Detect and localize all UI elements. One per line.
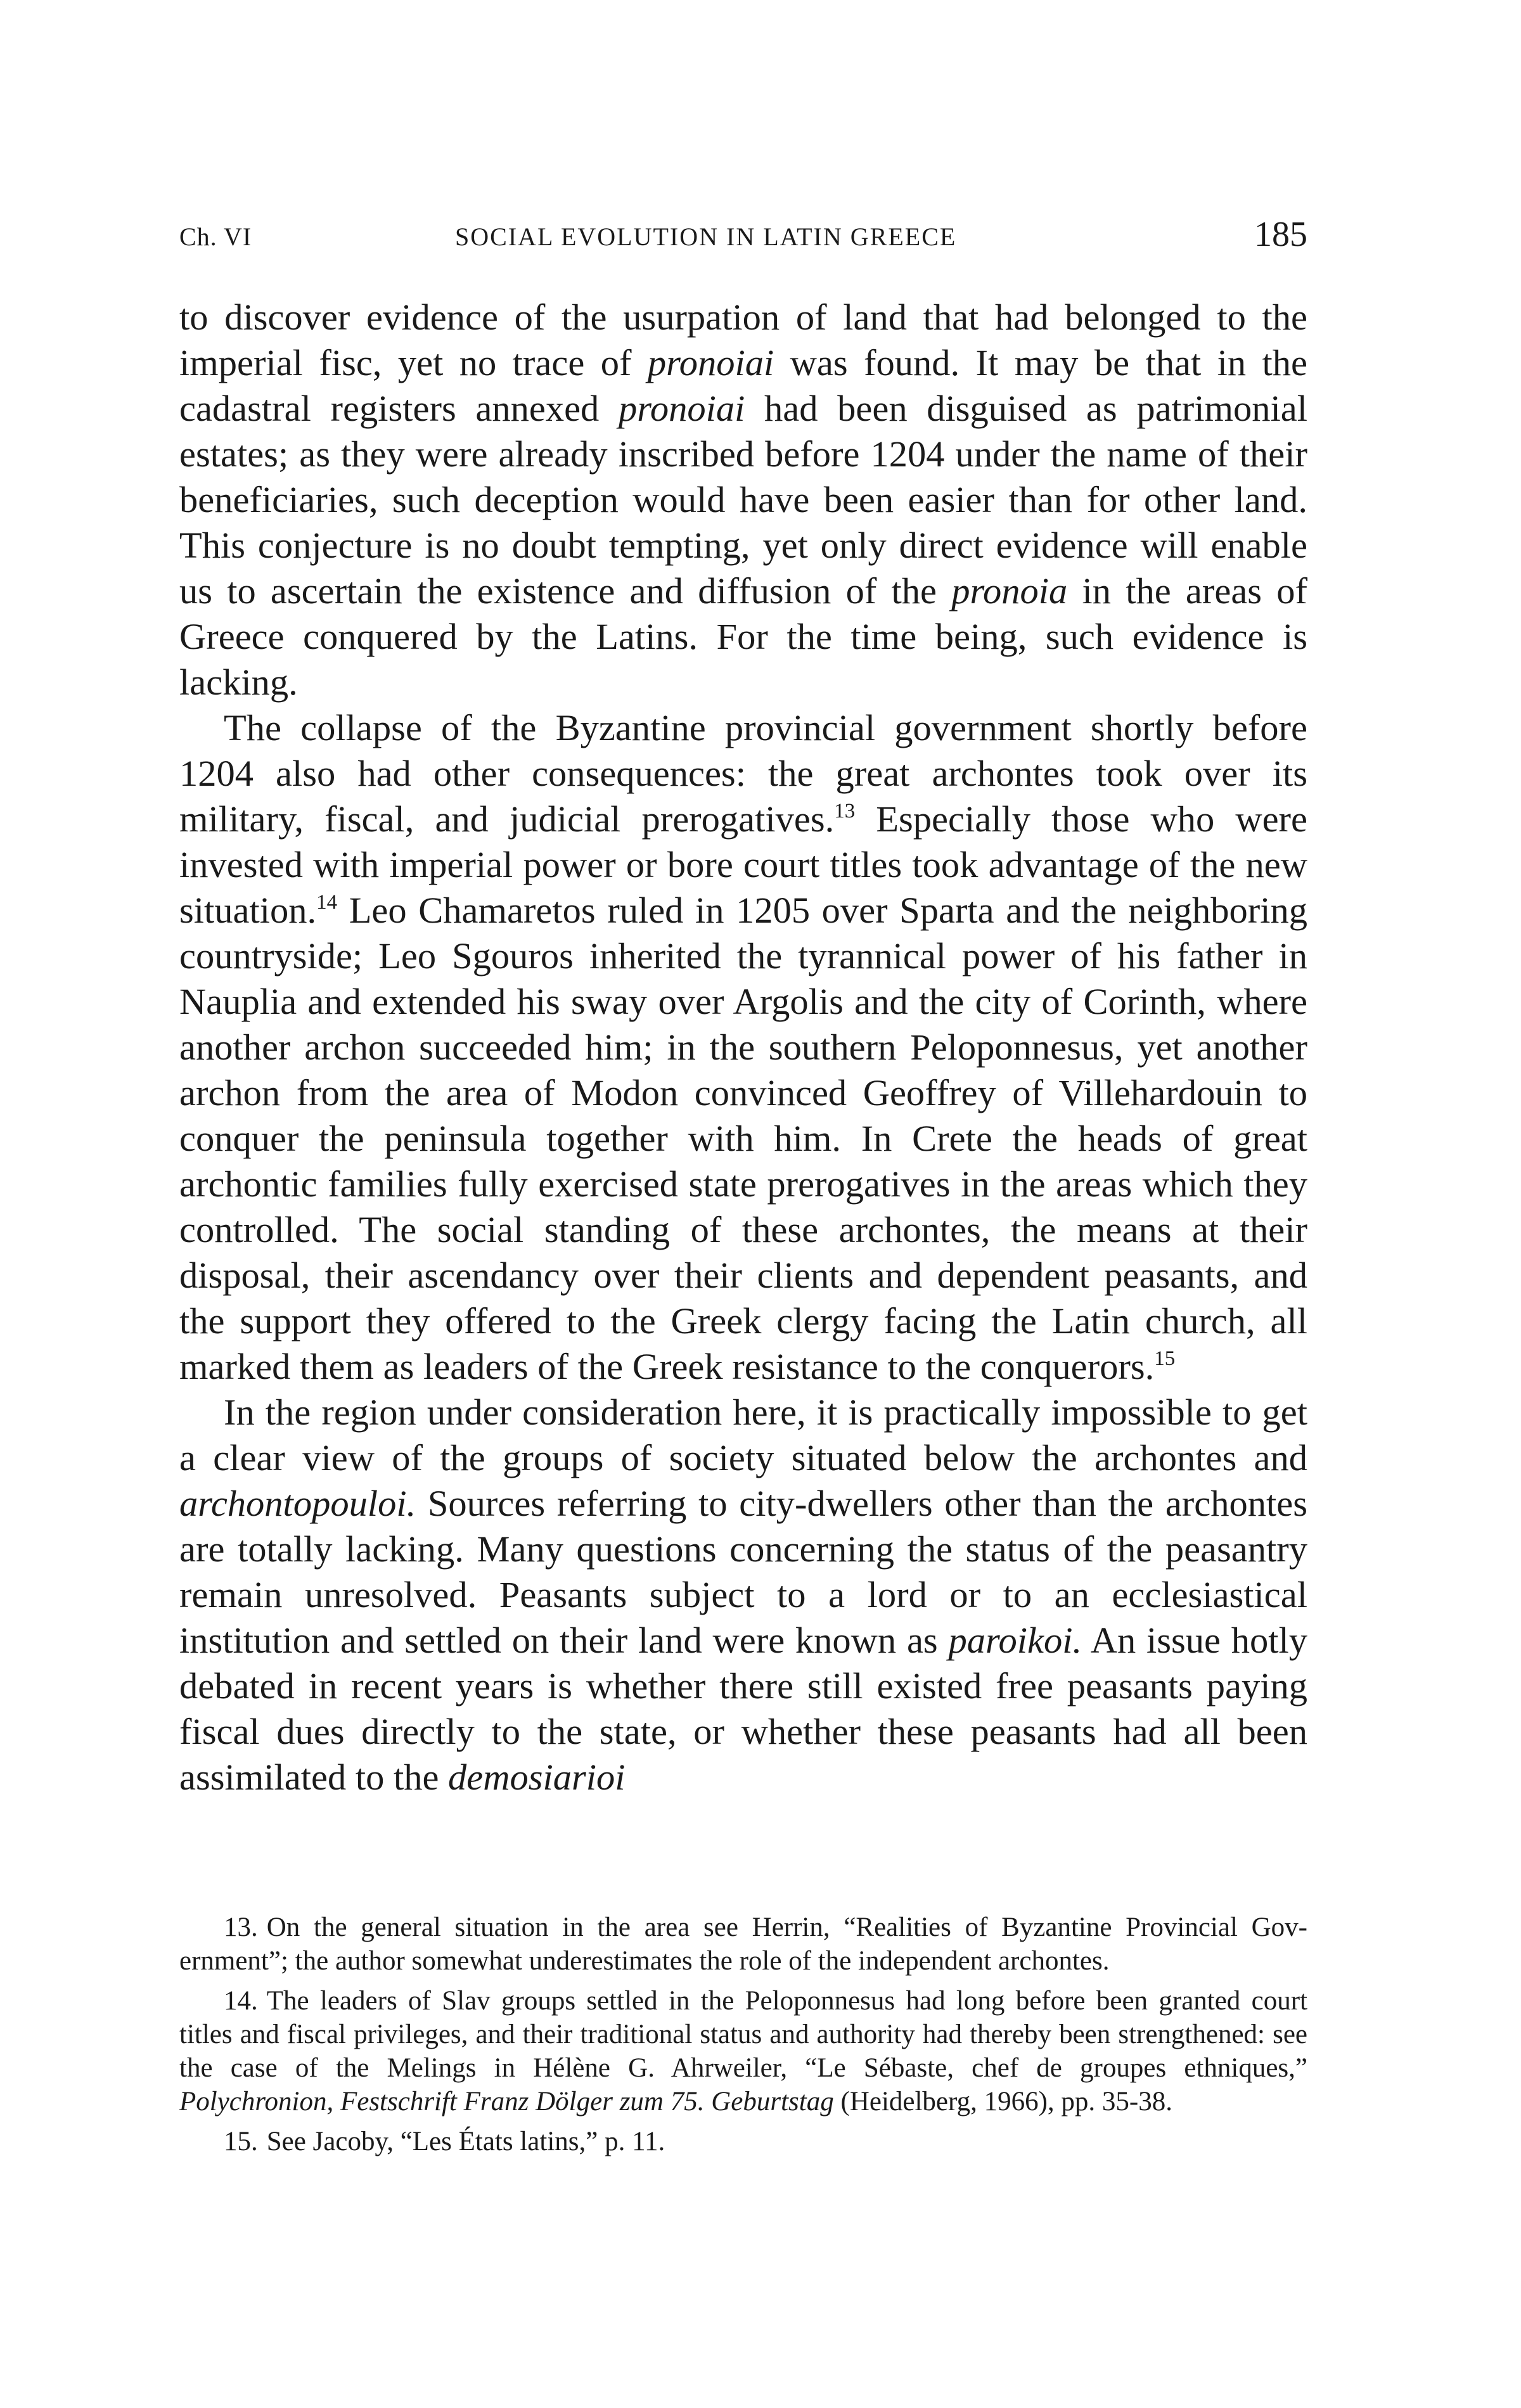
paragraph-1: to discover evidence of the usurpation of land that had belonged to the imperial fisc, yet no trace of pronoiai was found. It may be that in the cadastral registers annexed pronoiai had been disguised as patrimonial estates; as they were already inscribed before 1204 under the name of their beneficiaries, such deception would have been easier than for other land. This conjecture is no doubt tempting, yet only direct evidence will enable us to ascertain the existence and diffusion of the pronoia in the areas of Greece conquered by the Latins. For the time being, such evidence is lacking.: [179, 297, 1308, 703]
footnote-ref-15[interactable]: 15: [1154, 1347, 1176, 1370]
running-head: [179, 214, 1307, 259]
italic-title: Polychronion, Festschrift Franz Dölger zum 75. Geburtstag: [179, 2087, 834, 2117]
footnote-number: 13.: [224, 1912, 258, 1942]
italic-term: demosiarioi: [448, 1757, 626, 1798]
italic-term: pronoia: [951, 570, 1068, 612]
paragraph-2: The collapse of the Byzantine provincial government shortly before 1204 also had other consequences: the great archontes took over its military, fiscal, and judicial prerogatives.$^{13}$ Especially those who were invested with imperial power or bore court titles took advantage of the new situation.$^{14}$ Leo Chamaretos ruled in 1205 over Sparta and the neighboring countryside; Leo Sgouros inherited the tyrannical power of his father in Nauplia and extended his sway over Argolis and the city of Corinth, where another archon succeeded him; in the southern Peloponnesus, yet another archon from the area of Modon convinced Geoffrey of Villehardouin to conquer the peninsula together with him. In Crete the heads of great archontic families fully exercised state prerogatives in the areas which they controlled. The social standing of these archontes, the means at their disposal, their ascendancy over their clients and dependent peasants, and the support they offered to the Greek clergy facing the Latin church, all marked them as leaders of the Greek resistance to the conquerors.$^{15}$: [179, 707, 1307, 1387]
chapter-label: Ch. VI: [179, 222, 252, 251]
body-text: [179, 295, 1307, 1800]
footnote-number: 14.: [224, 1986, 258, 2016]
footnote-13: 13. On the general situation in the area see Herrin, “Realities of Byzantine Provincial Government”; the author somewhat underestimates the role of the independent archontes.: [179, 1912, 1307, 1976]
italic-term: pronoiai: [618, 388, 745, 429]
footnote-ref-13[interactable]: 13: [834, 800, 856, 823]
footnote-ref-14[interactable]: 14: [316, 891, 338, 914]
footnote-14: 14. The leaders of Slav groups settled in the Peloponnesus had long before been granted court titles and fiscal privileges, and their traditional status and authority had thereby been strengthened: see the case of the Melings in Hélène G. Ahrweiler, “Le Sébaste, chef de groupes ethniques,” Polychronion, Festschrift Franz Dölger zum 75. Geburtstag (Heidelberg, 1966), pp. 35-38.: [179, 1986, 1307, 2117]
footnote-15: 15. See Jacoby, “Les États latins,” p. 11.: [224, 2127, 665, 2156]
paragraph-3: In the region under consideration here, it is practically impossible to get a clear view of the groups of society situated below the archontes and archontopouloi. Sources referring to city-dwellers other than the archontes are totally lacking. Many questions concerning the status of the peasantry remain unresolved. Peasants subject to a lord or to an ecclesiastical institution and settled on their land were known as paroikoi. An issue hotly debated in recent years is whether there still existed free peasants paying fiscal dues directly to the state, or whether these peasants had all been assimilated to the demosiarioi: [179, 1392, 1307, 1798]
italic-term: pronoiai: [647, 342, 774, 383]
page-number: 185: [1254, 215, 1307, 254]
running-title: SOCIAL EVOLUTION IN LATIN GREECE: [455, 222, 957, 251]
italic-term: archontopouloi.: [179, 1483, 416, 1524]
footnote-number: 15.: [224, 2127, 258, 2156]
italic-term: paroikoi.: [948, 1620, 1082, 1661]
footnotes: [179, 1911, 1307, 2165]
